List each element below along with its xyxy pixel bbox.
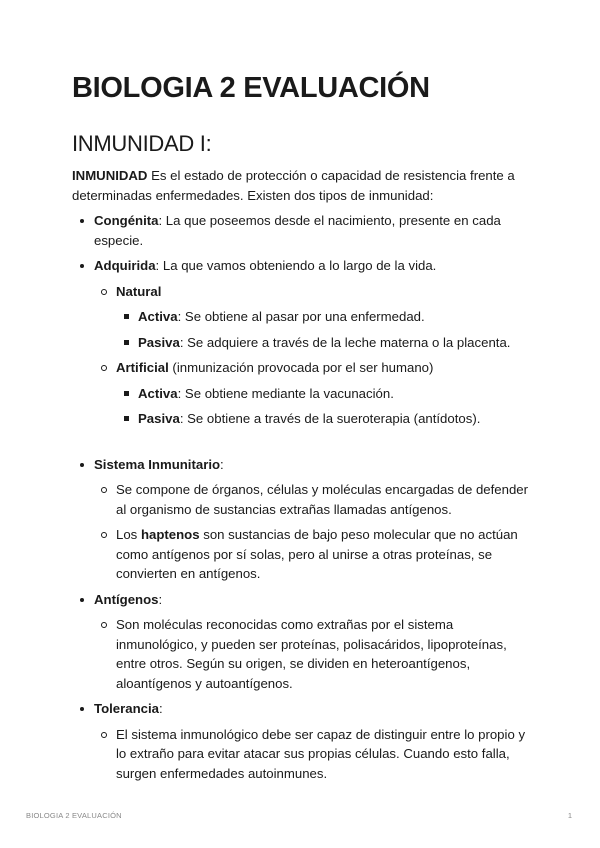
term-antigenos: Antígenos: [94, 591, 159, 607]
term-artificial-pasiva: Pasiva: [138, 411, 180, 426]
list-item-artificial: [94, 358, 532, 429]
section-heading: INMUNIDAD I:: [72, 131, 212, 156]
text-natural-pasiva: : Se adquiere a través de la leche materna o la placenta.: [179, 334, 511, 350]
intro-text: Es el estado de protección o capacidad de resistencia frente a determinadas enfermedades. Existen dos tipos de inmunidad:: [72, 168, 515, 203]
term-congenita: Congénita: [94, 213, 159, 228]
text-congenita: : La que poseemos desde el nacimiento, presente en cada especie.: [94, 213, 501, 248]
text-adquirida: : La que vamos obteniendo a lo largo de la vida.: [155, 258, 437, 273]
term-artificial-activa: Activa: [138, 385, 178, 401]
suffix-tolerancia: :: [158, 701, 163, 716]
term-natural: Natural: [116, 283, 162, 299]
sistema-sublist: [94, 480, 532, 584]
antigenos-sublist: [94, 615, 532, 693]
document-title: BIOLOGIA 2 EVALUACIÓN: [72, 72, 430, 104]
immunity-types-list: [72, 211, 532, 783]
term-natural-activa: Activa: [138, 309, 178, 324]
list-item-sistema-2: [94, 525, 532, 584]
term-sistema: Sistema Inmunitario: [94, 456, 221, 472]
text-haptenos: son sustancias de bajo peso molecular que no actúan como antígenos por sí solas, pero al unirse a otras proteínas, se convierten en antígenos.: [116, 527, 518, 581]
text-natural-activa: : Se obtiene al pasar por una enfermedad.: [177, 309, 425, 324]
term-tolerancia: Tolerancia: [94, 701, 159, 716]
list-item-adquirida: [72, 256, 532, 429]
list-item-antigenos: [72, 590, 532, 694]
text-artificial-activa: : Se obtiene mediante la vacunación.: [177, 385, 394, 401]
term-artificial: Artificial: [116, 360, 169, 375]
suffix-antigenos: :: [158, 591, 163, 607]
list-item-tolerancia: [72, 699, 532, 783]
text-haptenos-pre: Los: [116, 527, 141, 542]
intro-term: INMUNIDAD: [72, 168, 148, 183]
list-item-natural-pasiva: [116, 333, 532, 353]
suffix-sistema: :: [220, 456, 224, 472]
text-artificial: (inmunización provocada por el ser humano): [168, 360, 434, 375]
text-artificial-pasiva: : Se obtiene a través de la sueroterapia (antídotos).: [179, 411, 481, 426]
list-item-sistema-1: Se compone de órganos, células y moléculas encargadas de defender al organismo de sustancias extrañas llamadas antígenos.: [94, 480, 532, 519]
list-item-artificial-pasiva: [116, 409, 532, 429]
list-item-antigenos-1: Son moléculas reconocidas como extrañas por el sistema inmunológico, y pueden ser proteínas, polisacáridos, lipoproteínas, entre otros. Según su origen, se dividen en heteroantígenos, aloantígenos y autoantígenos.: [94, 615, 532, 693]
footer-title: BIOLOGIA 2 EVALUACIÓN: [26, 811, 122, 820]
natural-sublist: [116, 307, 532, 352]
tolerancia-sublist: [94, 725, 532, 784]
list-item-tolerancia-1: El sistema inmunológico debe ser capaz de distinguir entre lo propio y lo extraño para evitar atacar sus propias células. Cuando esto falla, surgen enfermedades autoinmunes.: [94, 725, 532, 784]
list-item-natural-activa: [116, 307, 532, 327]
adquirida-sublist: [94, 282, 532, 429]
list-item-natural: [94, 282, 532, 353]
intro-paragraph: [72, 166, 532, 205]
term-natural-pasiva: Pasiva: [138, 334, 180, 350]
list-item-artificial-activa: [116, 384, 532, 404]
document-body: [72, 166, 532, 783]
list-item-sistema: [72, 455, 532, 584]
term-adquirida: Adquirida: [94, 258, 156, 273]
term-haptenos: haptenos: [140, 527, 200, 542]
list-item-congenita: [72, 211, 532, 250]
footer-page-number: 1: [567, 811, 572, 820]
artificial-sublist: [116, 384, 532, 429]
